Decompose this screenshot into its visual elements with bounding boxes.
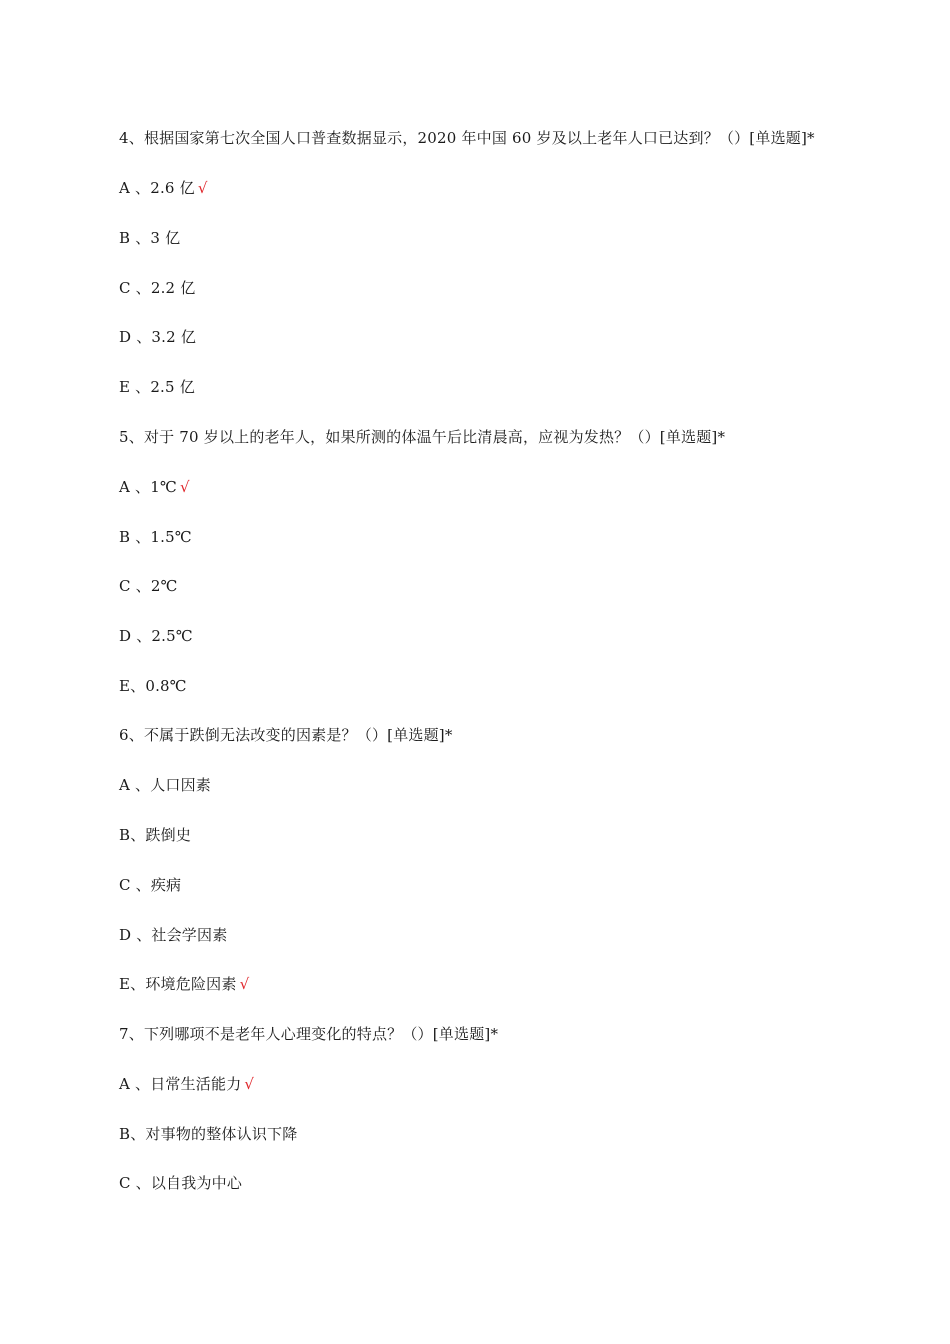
- option-label: E 、2.5 亿: [119, 378, 195, 396]
- question-6-option-a: [119, 773, 211, 797]
- question-4-option-d: [119, 325, 196, 349]
- option-label: E、0.8℃: [119, 677, 187, 695]
- question-4-option-b: [119, 226, 180, 250]
- question-7-option-b: [119, 1122, 297, 1146]
- question-7-option-c: [119, 1171, 242, 1195]
- question-6-option-c: [119, 873, 181, 897]
- question-5-option-b: [119, 525, 192, 549]
- option-label: C 、疾病: [119, 876, 182, 894]
- question-6-option-d: [119, 923, 227, 947]
- option-label: A 、人口因素: [119, 776, 212, 794]
- question-7-text: 7、下列哪项不是老年人心理变化的特点？（）[单选题]*: [119, 1025, 499, 1043]
- option-label: C 、2℃: [119, 577, 178, 595]
- option-label: E、环境危险因素: [119, 975, 237, 993]
- option-label: A 、1℃: [119, 478, 177, 496]
- question-6-option-b: [119, 823, 191, 847]
- question-6-text: 6、不属于跌倒无法改变的因素是？（）[单选题]*: [119, 726, 453, 744]
- correct-check-icon: √: [239, 975, 250, 993]
- question-4-option-a: [119, 176, 208, 200]
- correct-check-icon: √: [244, 1075, 255, 1093]
- question-5-option-e: [119, 674, 187, 698]
- option-label: D 、2.5℃: [119, 627, 193, 645]
- option-label: A 、日常生活能力: [119, 1075, 242, 1093]
- question-5-text: 5、对于 70 岁以上的老年人，如果所测的体温午后比清晨高，应视为发热？（）[单选题]*: [119, 428, 726, 446]
- correct-check-icon: √: [197, 179, 208, 197]
- option-label: B 、1.5℃: [119, 528, 192, 546]
- question-4-text: 4、根据国家第七次全国人口普查数据显示，2020 年中国 60 岁及以上老年人口已达到？（）[单选题]*: [119, 129, 815, 147]
- option-label: B、跌倒史: [119, 826, 192, 844]
- question-4-option-c: [119, 276, 195, 300]
- option-label: C 、2.2 亿: [119, 279, 196, 297]
- option-label: B、对事物的整体认识下降: [119, 1125, 298, 1143]
- question-5-option-a: [119, 475, 190, 499]
- question-6-option-e: [119, 972, 249, 996]
- option-label: D 、3.2 亿: [119, 328, 197, 346]
- option-label: B 、3 亿: [119, 229, 181, 247]
- option-label: D 、社会学因素: [119, 926, 228, 944]
- question-7-option-a: [119, 1072, 254, 1096]
- option-label: C 、以自我为中心: [119, 1174, 243, 1192]
- question-4-option-e: [119, 375, 195, 399]
- question-5-option-d: [119, 624, 193, 648]
- option-label: A 、2.6 亿: [119, 179, 195, 197]
- correct-check-icon: √: [179, 478, 190, 496]
- question-5-option-c: [119, 574, 178, 598]
